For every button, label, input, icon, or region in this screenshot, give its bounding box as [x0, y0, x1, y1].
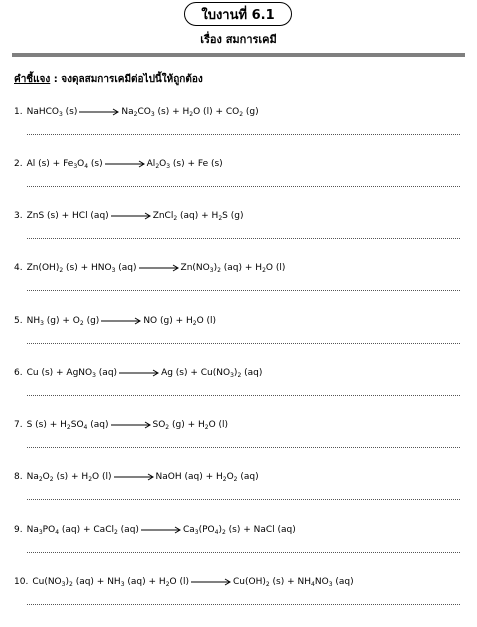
- products: [156, 472, 259, 482]
- answer-line[interactable]: [27, 343, 460, 344]
- question-number: 1.: [14, 107, 23, 117]
- subscript: 4: [311, 581, 315, 588]
- formula-text: Zn(OH): [26, 263, 60, 273]
- products: [143, 316, 216, 326]
- question-2: [14, 159, 223, 169]
- answer-line[interactable]: [27, 395, 460, 396]
- reaction-arrow-icon: [114, 473, 154, 481]
- formula-text: O: [159, 159, 167, 169]
- reactants: [27, 420, 109, 430]
- instruction: [14, 72, 203, 87]
- subscript: 2: [165, 424, 170, 431]
- formula-text: NO (g) + H: [143, 316, 193, 326]
- subscript: 2: [113, 529, 118, 536]
- formula-text: CO: [137, 107, 151, 117]
- subscript: 3: [120, 581, 125, 588]
- products: [233, 577, 354, 587]
- question-number: 5.: [14, 316, 23, 326]
- question-5: [14, 316, 216, 326]
- formula-text: (g) + H: [169, 420, 205, 430]
- question-1: [14, 107, 259, 117]
- question-4: [14, 263, 285, 273]
- formula-text: SO: [152, 420, 166, 430]
- reactants: [27, 472, 112, 482]
- formula-text: (g) + O: [43, 316, 80, 326]
- formula-text: (s): [62, 107, 78, 117]
- worksheet-title-text: ใบงานที่ 6.1: [201, 7, 275, 23]
- reaction-arrow-icon: [141, 526, 181, 534]
- formula-text: O (l): [208, 420, 229, 430]
- formula-text: O: [42, 472, 50, 482]
- formula-text: (aq): [115, 263, 137, 273]
- subscript: 2: [192, 320, 197, 327]
- subscript: 3: [230, 372, 234, 379]
- formula-text: (s) + NH: [269, 577, 312, 587]
- subscript: 3: [40, 320, 44, 327]
- question-10: [14, 577, 354, 587]
- formula-text: ZnS (s) + HCl (aq): [26, 211, 109, 221]
- subscript: 2: [239, 111, 244, 118]
- formula-text: Cu(NO: [32, 577, 62, 587]
- reaction-arrow-icon: [191, 578, 231, 586]
- question-number: 7.: [14, 420, 23, 430]
- formula-text: O: [226, 472, 234, 482]
- reactants: [27, 525, 139, 535]
- formula-text: (aq): [237, 472, 259, 482]
- subscript: 2: [222, 476, 227, 483]
- products: [153, 420, 229, 430]
- formula-text: (aq) + H: [177, 211, 219, 221]
- subscript: 2: [221, 529, 226, 536]
- subscript: 3: [38, 529, 43, 536]
- products: [161, 368, 262, 378]
- reactants: [27, 107, 78, 117]
- subscript: 3: [58, 111, 63, 118]
- subscript: 4: [83, 424, 88, 431]
- instruction-text: : จงดุลสมการเคมีต่อไปนี้ให้ถูกต้อง: [50, 74, 203, 85]
- formula-text: (aq) + CaCl: [59, 525, 114, 535]
- subscript: 2: [189, 111, 194, 118]
- subscript: 2: [69, 581, 73, 588]
- products: [183, 525, 296, 535]
- formula-text: O (l): [196, 316, 217, 326]
- question-7: [14, 420, 228, 430]
- formula-text: Ca: [182, 525, 195, 535]
- subscript: 3: [166, 163, 171, 170]
- reaction-arrow-icon: [111, 421, 151, 429]
- subscript: 3: [328, 581, 333, 588]
- formula-text: NaOH (aq) + H: [155, 472, 223, 482]
- formula-text: (s) + H: [154, 107, 190, 117]
- products: [181, 263, 286, 273]
- subscript: 2: [79, 320, 84, 327]
- question-number: 3.: [14, 211, 23, 221]
- formula-text: NO: [314, 577, 329, 587]
- subscript: 3: [92, 372, 96, 379]
- instruction-label: คำชี้แจง: [14, 74, 51, 85]
- formula-text: (s) + Fe (s): [170, 159, 223, 169]
- reaction-arrow-icon: [139, 264, 179, 272]
- worksheet-subtitle: เรื่อง สมการเคมี: [200, 33, 277, 46]
- question-9: [14, 525, 296, 535]
- reactants: [27, 316, 100, 326]
- subscript: 2: [217, 267, 221, 274]
- formula-text: (aq): [87, 420, 109, 430]
- subscript: 4: [55, 529, 60, 536]
- formula-text: Zn(NO: [180, 263, 210, 273]
- formula-text: O (l): [92, 472, 112, 482]
- formula-text: (aq): [332, 577, 354, 587]
- formula-text: SO: [70, 420, 84, 430]
- products: [153, 211, 244, 221]
- formula-text: Cu (s) + AgNO: [26, 368, 93, 378]
- formula-text: S (s) + H: [26, 420, 67, 430]
- answer-line[interactable]: [27, 134, 460, 135]
- subscript: 2: [133, 111, 138, 118]
- subscript: 3: [150, 111, 155, 118]
- reaction-arrow-icon: [105, 160, 145, 168]
- formula-text: (g): [243, 107, 259, 117]
- subscript: 2: [49, 476, 54, 483]
- formula-text: Na: [26, 472, 39, 482]
- formula-text: Al: [146, 159, 156, 169]
- subscript: 3: [194, 529, 199, 536]
- formula-text: (PO: [198, 525, 215, 535]
- reaction-arrow-icon: [119, 369, 159, 377]
- subscript: 4: [214, 529, 219, 536]
- reaction-arrow-icon: [79, 108, 119, 116]
- formula-text: ): [218, 525, 222, 535]
- formula-text: O (l): [169, 577, 189, 587]
- question-number: 8.: [14, 472, 23, 482]
- formula-text: (s) + H: [53, 472, 89, 482]
- formula-text: ): [233, 368, 238, 378]
- question-number: 9.: [14, 525, 23, 535]
- answer-line[interactable]: [27, 499, 460, 500]
- formula-text: ZnCl: [152, 211, 174, 221]
- subscript: 2: [66, 424, 71, 431]
- products: [147, 159, 223, 169]
- subscript: 2: [233, 476, 238, 483]
- answer-line[interactable]: [27, 604, 460, 605]
- subscript: 2: [165, 581, 170, 588]
- formula-text: Na: [121, 107, 134, 117]
- formula-text: Ag (s) + Cu(NO: [161, 368, 231, 378]
- question-number: 10.: [14, 577, 29, 587]
- formula-text: S (g): [222, 211, 244, 221]
- answer-line[interactable]: [27, 447, 460, 448]
- subscript: 2: [237, 372, 242, 379]
- reactants: [27, 368, 117, 378]
- formula-text: O (l): [265, 263, 286, 273]
- formula-text: (aq) + H: [220, 263, 263, 273]
- reaction-arrow-icon: [111, 212, 151, 220]
- formula-text: PO: [42, 525, 56, 535]
- formula-text: O (l) + CO: [193, 107, 240, 117]
- question-3: [14, 211, 243, 221]
- subscript: 2: [88, 476, 93, 483]
- formula-text: Al (s) + Fe: [26, 159, 74, 169]
- answer-line[interactable]: [27, 238, 460, 239]
- formula-text: (aq) + H: [124, 577, 166, 587]
- formula-text: (s) + HNO: [63, 263, 112, 273]
- subscript: 2: [262, 267, 266, 274]
- reaction-arrow-icon: [101, 317, 141, 325]
- header-divider: [12, 53, 465, 57]
- worksheet-title: [184, 2, 292, 26]
- question-6: [14, 368, 262, 378]
- subscript: 3: [61, 581, 66, 588]
- subscript: 2: [218, 215, 223, 222]
- formula-text: NH: [26, 316, 41, 326]
- formula-text: Na: [26, 525, 39, 535]
- formula-text: ): [65, 577, 69, 587]
- subscript: 2: [173, 215, 178, 222]
- answer-line[interactable]: [27, 186, 460, 187]
- answer-line[interactable]: [27, 290, 460, 291]
- answer-line[interactable]: [27, 552, 460, 553]
- formula-text: (aq): [95, 368, 118, 378]
- reactants: [27, 159, 103, 169]
- formula-text: (aq) + NH: [72, 577, 121, 587]
- products: [121, 107, 258, 117]
- subscript: 2: [59, 267, 64, 274]
- formula-text: (aq): [241, 368, 263, 378]
- subscript: 2: [155, 163, 160, 170]
- formula-text: NaHCO: [26, 107, 59, 117]
- formula-text: O: [77, 159, 85, 169]
- subscript: 2: [38, 476, 43, 483]
- formula-text: Cu(OH): [232, 577, 266, 587]
- formula-text: (g): [83, 316, 100, 326]
- reactants: [27, 211, 109, 221]
- reactants: [27, 263, 137, 273]
- formula-text: (aq): [117, 525, 139, 535]
- formula-text: (s) + NaCl (aq): [225, 525, 296, 535]
- formula-text: (s): [88, 159, 103, 169]
- subscript: 2: [265, 581, 270, 588]
- reactants: [32, 577, 189, 587]
- question-number: 2.: [14, 159, 23, 169]
- subscript: 2: [204, 424, 209, 431]
- question-number: 4.: [14, 263, 23, 273]
- subscript: 3: [111, 267, 116, 274]
- subscript: 3: [73, 163, 78, 170]
- subscript: 4: [84, 163, 89, 170]
- question-8: [14, 472, 259, 482]
- question-number: 6.: [14, 368, 23, 378]
- subscript: 3: [209, 267, 214, 274]
- formula-text: ): [213, 263, 218, 273]
